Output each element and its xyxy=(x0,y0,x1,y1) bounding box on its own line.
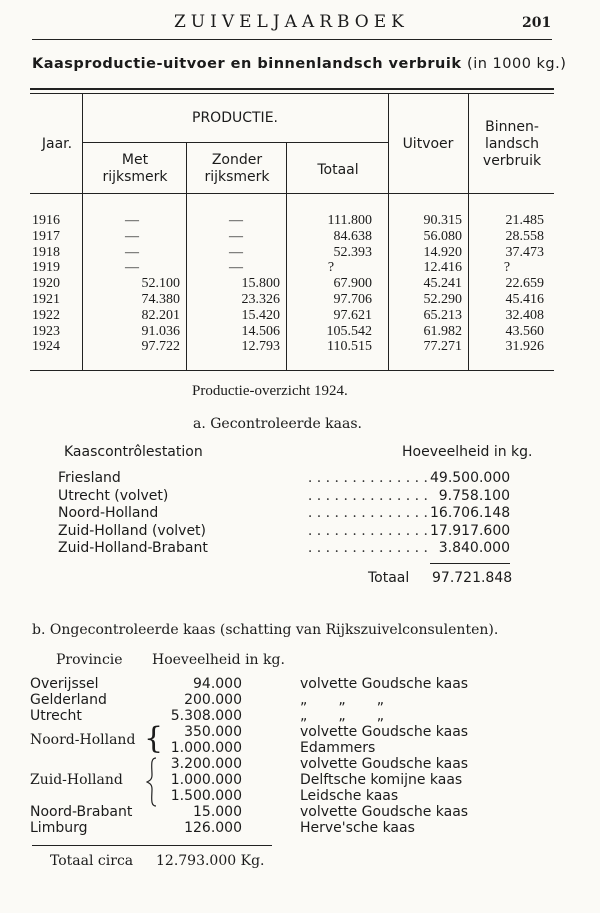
section-b-col-amount: Hoeveelheid in kg. xyxy=(152,652,285,668)
cell-export: 61.982 xyxy=(423,323,462,339)
header-year: Jaar. xyxy=(41,136,73,152)
cell-year: 1920 xyxy=(32,276,60,292)
province-name: Overijssel xyxy=(30,676,99,692)
province-amount: 94.000 xyxy=(193,676,242,692)
cheese-kind: „ „ „ xyxy=(300,692,385,708)
cell-total: 67.900 xyxy=(333,276,372,292)
section-a-heading: a. Gecontroleerde kaas. xyxy=(193,416,362,432)
cell-total: 105.542 xyxy=(326,323,372,339)
cheese-kind: volvette Goudsche kaas xyxy=(300,804,469,820)
group-noord-holland: Noord-Holland xyxy=(30,732,136,748)
cell-total: 97.706 xyxy=(333,292,372,307)
cell-with-mark: — xyxy=(125,244,139,260)
cell-with-mark: 82.201 xyxy=(141,307,180,323)
header-total: Totaal xyxy=(317,162,359,178)
section-b-heading: b. Ongecontroleerde kaas (schatting van Rijkszuivelconsulenten). xyxy=(32,622,499,638)
cell-year: 1921 xyxy=(32,292,60,307)
header-domestic-line1: Binnen- xyxy=(485,119,539,135)
cell-without-mark: — xyxy=(229,228,243,244)
cell-with-mark: 91.036 xyxy=(141,323,180,339)
cell-with-mark: — xyxy=(125,228,139,244)
col-divider-export xyxy=(468,94,469,370)
cheese-kind: Herve'sche kaas xyxy=(300,820,415,836)
cell-without-mark: 23.326 xyxy=(241,292,280,307)
cell-with-mark: 52.100 xyxy=(141,276,180,292)
province-amount: 5.308.000 xyxy=(170,708,242,724)
col-divider-without xyxy=(286,143,287,370)
cheese-kind: volvette Goudsche kaas xyxy=(300,724,469,740)
table-title-text: Kaasproductie-uitvoer en binnenlandsch verbruik xyxy=(32,56,462,72)
cell-export: 65.213 xyxy=(423,307,462,323)
cheese-kind: Leidsche kaas xyxy=(300,788,399,804)
dot-leader: . . . . . . . . . . . . . . xyxy=(307,505,428,521)
overview-title: Productie-overzicht 1924. xyxy=(192,383,348,399)
province-amount: 350.000 xyxy=(184,724,242,740)
section-b-total-label: Totaal circa xyxy=(50,853,134,869)
cell-year: 1918 xyxy=(32,244,60,260)
cell-without-mark: 12.793 xyxy=(241,339,280,355)
dot-leader: . . . . . . . . . . . . . . xyxy=(307,540,428,556)
station-name: Friesland xyxy=(58,470,121,486)
col-divider-year xyxy=(82,94,83,370)
table-top-rule-2 xyxy=(30,93,554,94)
cell-total: 110.515 xyxy=(327,339,372,355)
station-name: Utrecht (volvet) xyxy=(58,487,169,504)
cell-export: 14.920 xyxy=(423,244,462,260)
cell-without-mark: — xyxy=(229,260,243,276)
col-divider-with xyxy=(186,143,187,370)
province-amount: 15.000 xyxy=(193,804,242,820)
brace-noord-holland-icon: { xyxy=(144,721,164,756)
province-amount: 1.500.000 xyxy=(170,788,242,804)
cell-with-mark: 74.380 xyxy=(141,292,180,307)
cell-export: 56.080 xyxy=(423,228,462,244)
cheese-kind: „ „ „ xyxy=(300,708,385,724)
cell-without-mark: 14.506 xyxy=(241,323,280,339)
cell-domestic: 31.926 xyxy=(505,339,544,355)
province-name: Noord-Brabant xyxy=(30,804,133,820)
cell-domestic: 37.473 xyxy=(505,244,544,260)
cell-year: 1916 xyxy=(32,213,60,228)
cell-domestic: 22.659 xyxy=(505,276,544,292)
dot-leader: . . . . . . . . . . . . . . xyxy=(307,522,428,539)
header-with-mark xyxy=(86,152,184,186)
production-sub-rule xyxy=(82,142,388,143)
cheese-kind: volvette Goudsche kaas xyxy=(300,756,469,772)
cell-total: ? xyxy=(327,260,335,276)
cell-total: 84.638 xyxy=(333,228,372,244)
cell-with-mark: — xyxy=(125,213,139,228)
station-amount: 49.500.000 xyxy=(430,470,511,486)
header-domestic-line3: verbruik xyxy=(482,153,542,169)
table-bottom-rule xyxy=(30,370,554,371)
header-without-mark-line1: Zonder xyxy=(211,152,263,168)
cell-total: 52.393 xyxy=(333,244,372,260)
table-unit: (in 1000 kg.) xyxy=(467,56,567,72)
section-b-col-province: Provincie xyxy=(56,652,123,668)
station-amount: 16.706.148 xyxy=(430,505,511,521)
station-amount: 3.840.000 xyxy=(438,540,510,556)
cell-year: 1924 xyxy=(32,339,60,355)
section-a-total-label: Totaal xyxy=(368,570,410,586)
section-a-col-station: Kaascontrôlestation xyxy=(64,444,203,460)
province-name: Utrecht xyxy=(30,708,82,724)
cell-domestic: 32.408 xyxy=(505,307,544,323)
cell-export: 12.416 xyxy=(423,260,462,276)
cell-domestic: 45.416 xyxy=(505,292,544,307)
section-b-total-value: 12.793.000 Kg. xyxy=(156,853,265,869)
section-b-total-rule xyxy=(32,845,272,846)
province-amount: 200.000 xyxy=(184,692,242,708)
cell-year: 1917 xyxy=(32,228,60,244)
dot-leader: . . . . . . . . . . . . . . xyxy=(307,470,428,486)
cell-domestic: 43.560 xyxy=(505,323,544,339)
table-top-rule xyxy=(30,88,554,90)
brace-zuid-holland-icon xyxy=(146,757,158,807)
group-zuid-holland: Zuid-Holland xyxy=(30,772,123,788)
header-with-mark-line1: Met xyxy=(121,152,149,168)
cell-without-mark: — xyxy=(229,244,243,260)
cell-export: 90.315 xyxy=(423,213,462,228)
cell-year: 1919 xyxy=(32,260,60,276)
station-amount: 17.917.600 xyxy=(430,522,511,539)
station-name: Zuid-Holland-Brabant xyxy=(58,540,208,556)
cell-export: 77.271 xyxy=(423,339,462,355)
province-amount: 1.000.000 xyxy=(170,740,242,756)
header-bottom-rule xyxy=(30,193,554,194)
cheese-kind: Delftsche komijne kaas xyxy=(300,772,463,788)
header-without-mark-line2: rijksmerk xyxy=(204,169,270,185)
cell-without-mark: — xyxy=(229,213,243,228)
cell-domestic: ? xyxy=(503,260,511,276)
cell-export: 52.290 xyxy=(423,292,462,307)
section-a-total-rule xyxy=(430,563,510,564)
station-name: Zuid-Holland (volvet) xyxy=(58,522,207,539)
cell-total: 111.800 xyxy=(327,213,372,228)
page-number: 201 xyxy=(522,15,552,31)
section-a-col-amount: Hoeveelheid in kg. xyxy=(402,444,533,460)
cheese-kind: volvette Goudsche kaas xyxy=(300,676,469,692)
header-with-mark-line2: rijksmerk xyxy=(102,169,168,185)
header-rule xyxy=(32,39,552,40)
province-amount: 1.000.000 xyxy=(170,772,242,788)
cell-without-mark: 15.420 xyxy=(241,307,280,323)
province-name: Gelderland xyxy=(30,692,107,708)
cell-year: 1923 xyxy=(32,323,60,339)
province-amount: 126.000 xyxy=(184,820,242,836)
cell-total: 97.621 xyxy=(333,307,372,323)
cell-with-mark: 97.722 xyxy=(141,339,180,355)
cell-year: 1922 xyxy=(32,307,60,323)
station-amount: 9.758.100 xyxy=(438,487,510,504)
cell-export: 45.241 xyxy=(423,276,462,292)
province-name: Limburg xyxy=(30,820,88,836)
table-title xyxy=(32,56,566,72)
header-domestic-line2: landsch xyxy=(484,136,540,152)
section-a-total-value: 97.721.848 xyxy=(432,570,513,586)
header-export: Uitvoer xyxy=(402,136,454,152)
header-domestic xyxy=(470,119,554,170)
header-without-mark xyxy=(188,152,286,186)
dot-leader: . . . . . . . . . . . . . . xyxy=(307,487,428,504)
cell-with-mark: — xyxy=(125,260,139,276)
cell-domestic: 28.558 xyxy=(505,228,544,244)
cheese-kind: Edammers xyxy=(300,740,376,756)
province-amount: 3.200.000 xyxy=(170,756,242,772)
running-title: ZUIVELJAARBOEK xyxy=(174,12,409,32)
header-production: PRODUCTIE. xyxy=(192,110,278,126)
station-name: Noord-Holland xyxy=(58,505,159,521)
cell-without-mark: 15.800 xyxy=(241,276,280,292)
cell-domestic: 21.485 xyxy=(505,213,544,228)
